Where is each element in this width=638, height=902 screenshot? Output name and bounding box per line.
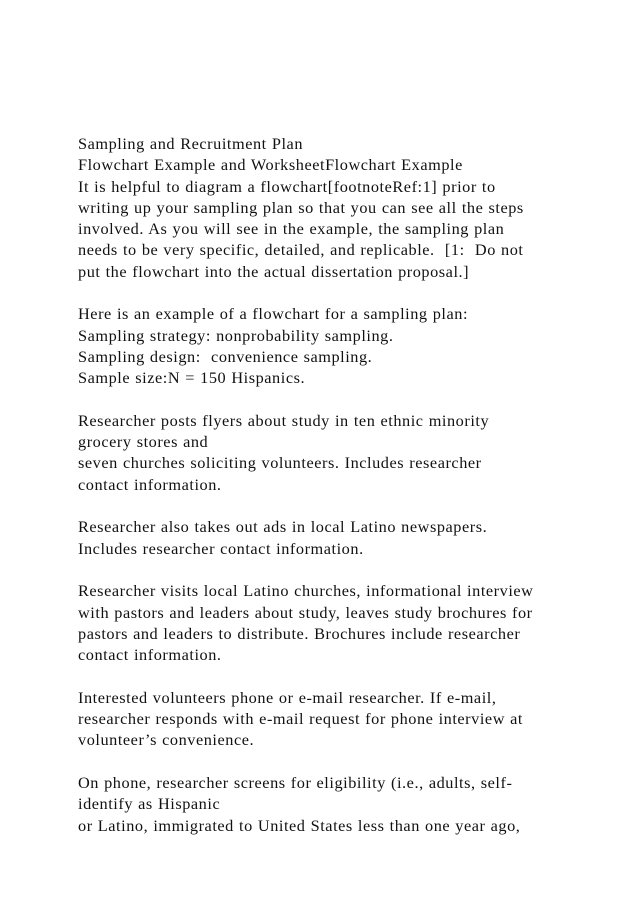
paragraph-break [78, 495, 628, 516]
body-line: put the flowchart into the actual dissertation proposal.] [78, 261, 470, 281]
paragraph-break [78, 389, 628, 410]
paragraph-break [78, 559, 628, 580]
body-line: needs to be very specific, detailed, and replicable. [1: Do not [78, 240, 524, 260]
paragraph-break [78, 665, 628, 686]
body-line: involved. As you will see in the example, the sampling plan [78, 219, 505, 239]
body-line: identify as Hispanic [78, 794, 221, 814]
body-line: writing up your sampling plan so that you can see all the steps [78, 197, 524, 217]
body-line: It is helpful to diagram a flowchart[footnoteRef:1] prior to [78, 176, 496, 196]
body-line: Includes researcher contact information. [78, 538, 364, 558]
document-body [78, 133, 628, 836]
body-line: volunteer’s convenience. [78, 730, 255, 750]
body-line: with pastors and leaders about study, leaves study brochures for [78, 602, 533, 622]
body-line: Sample size:N = 150 Hispanics. [78, 368, 306, 388]
body-line: Interested volunteers phone or e-mail researcher. If e-mail, [78, 687, 497, 707]
paragraph-break [78, 751, 628, 772]
body-line: Researcher posts flyers about study in ten ethnic minority [78, 410, 490, 430]
paragraph-break [78, 282, 628, 303]
body-line: Sampling design: convenience sampling. [78, 346, 373, 366]
body-line: contact information. [78, 474, 222, 494]
body-line: researcher responds with e-mail request for phone interview at [78, 709, 523, 729]
body-line: grocery stores and [78, 432, 209, 452]
body-line: On phone, researcher screens for eligibility (i.e., adults, self- [78, 772, 513, 792]
body-line: Sampling strategy: nonprobability sampling. [78, 325, 394, 345]
body-line: or Latino, immigrated to United States less than one year ago, [78, 815, 521, 835]
body-line: contact information. [78, 645, 222, 665]
document-subtitle: Flowchart Example and WorksheetFlowchart Example [78, 155, 463, 175]
body-line: Here is an example of a flowchart for a sampling plan: [78, 304, 469, 324]
body-line: Researcher also takes out ads in local Latino newspapers. [78, 517, 488, 537]
document-title: Sampling and Recruitment Plan [78, 134, 304, 153]
body-line: seven churches soliciting volunteers. Includes researcher [78, 453, 482, 473]
body-line: Researcher visits local Latino churches, informational interview [78, 581, 534, 601]
body-line: pastors and leaders to distribute. Brochures include researcher [78, 623, 521, 643]
